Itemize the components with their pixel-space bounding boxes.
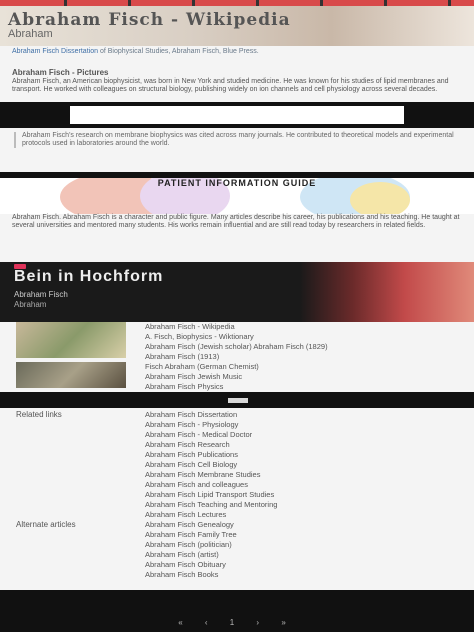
list-item[interactable]: Abraham Fisch Physics	[145, 382, 224, 391]
section-body: Abraham Fisch, an American biophysicist, was born in New York and studied medicine. He was known for his studies of lipid membranes and transport. He worked with colleagues on structural biology, publishing widely on ion channels and cell physiology across several decades.	[12, 78, 449, 94]
banner-title: PATIENT INFORMATION GUIDE	[157, 178, 317, 188]
list-item[interactable]: Abraham Fisch Membrane Studies	[145, 470, 261, 479]
list-item[interactable]: Abraham Fisch Research	[145, 440, 230, 449]
link-list	[145, 520, 445, 580]
promo-line: Abraham Fisch	[14, 290, 68, 299]
list-item[interactable]: Abraham Fisch Dissertation	[145, 410, 238, 419]
list-item[interactable]: Abraham Fisch Family Tree	[145, 530, 237, 539]
thumbnail-image[interactable]	[16, 322, 126, 358]
ad-box[interactable]	[70, 106, 404, 124]
banner-image[interactable]	[0, 178, 474, 214]
quote-block: Abraham Fisch's research on membrane biophysics was cited across many journals. He contributed to theoretical models and experimental protocols used in laboratories around the world.	[14, 132, 462, 148]
list-item[interactable]: Abraham Fisch Teaching and Mentoring	[145, 500, 278, 509]
footer	[0, 590, 474, 632]
pagination[interactable]: « ‹ 1 › »	[178, 618, 296, 627]
image-caption	[12, 48, 462, 56]
list-item[interactable]: Abraham Fisch and colleagues	[145, 480, 248, 489]
list-item[interactable]: Abraham Fisch (politician)	[145, 540, 232, 549]
page-title: Abraham Fisch - Wikipedia	[8, 10, 291, 30]
link-list	[145, 410, 445, 520]
list-item[interactable]: Abraham Fisch Cell Biology	[145, 460, 238, 469]
ad-label	[228, 398, 248, 403]
caption-link[interactable]: Abraham Fisch Dissertation	[12, 48, 98, 55]
section-heading: Abraham Fisch - Pictures	[12, 68, 109, 77]
list-item[interactable]: Fisch Abraham (German Chemist)	[145, 362, 259, 371]
link-list	[145, 322, 445, 392]
list-item[interactable]: Abraham Fisch - Wikipedia	[145, 322, 235, 331]
list-item[interactable]: Abraham Fisch Lipid Transport Studies	[145, 490, 275, 499]
page-subtitle: Abraham	[8, 28, 53, 40]
article-body: Abraham Fisch. Abraham Fisch is a character and public figure. Many articles describe his career, his publications and his teaching. He taught at several universities and mentored many students. His works remain influential and are still read today by researchers in related fields.	[12, 214, 460, 230]
list-item[interactable]: Abraham Fisch Jewish Music	[145, 372, 243, 381]
thumbnail-image[interactable]	[16, 362, 126, 388]
list-label: Related links	[16, 410, 62, 419]
list-item[interactable]: Abraham Fisch - Medical Doctor	[145, 430, 253, 439]
list-item[interactable]: Abraham Fisch - Physiology	[145, 420, 239, 429]
list-item[interactable]: Abraham Fisch Genealogy	[145, 520, 234, 529]
list-item[interactable]: A. Fisch, Biophysics - Wiktionary	[145, 332, 254, 341]
list-item[interactable]: Abraham Fisch Books	[145, 570, 219, 579]
caption-text: of Biophysical Studies, Abraham Fisch, Blue Press.	[99, 48, 259, 55]
ad-slot	[0, 392, 474, 408]
list-item[interactable]: Abraham Fisch Lectures	[145, 510, 227, 519]
ad-slot	[0, 102, 474, 128]
list-item[interactable]: Abraham Fisch (Jewish scholar) Abraham Fisch (1829)	[145, 342, 328, 351]
list-label: Alternate articles	[16, 520, 76, 529]
list-item[interactable]: Abraham Fisch Obituary	[145, 560, 226, 569]
promo-image	[300, 262, 474, 322]
promo-title: Bein in Hochform	[14, 268, 164, 285]
list-item[interactable]: Abraham Fisch (artist)	[145, 550, 219, 559]
list-item[interactable]: Abraham Fisch (1913)	[145, 352, 220, 361]
promo-line: Abraham	[14, 300, 47, 309]
list-item[interactable]: Abraham Fisch Publications	[145, 450, 238, 459]
promo-panel[interactable]	[0, 262, 474, 322]
